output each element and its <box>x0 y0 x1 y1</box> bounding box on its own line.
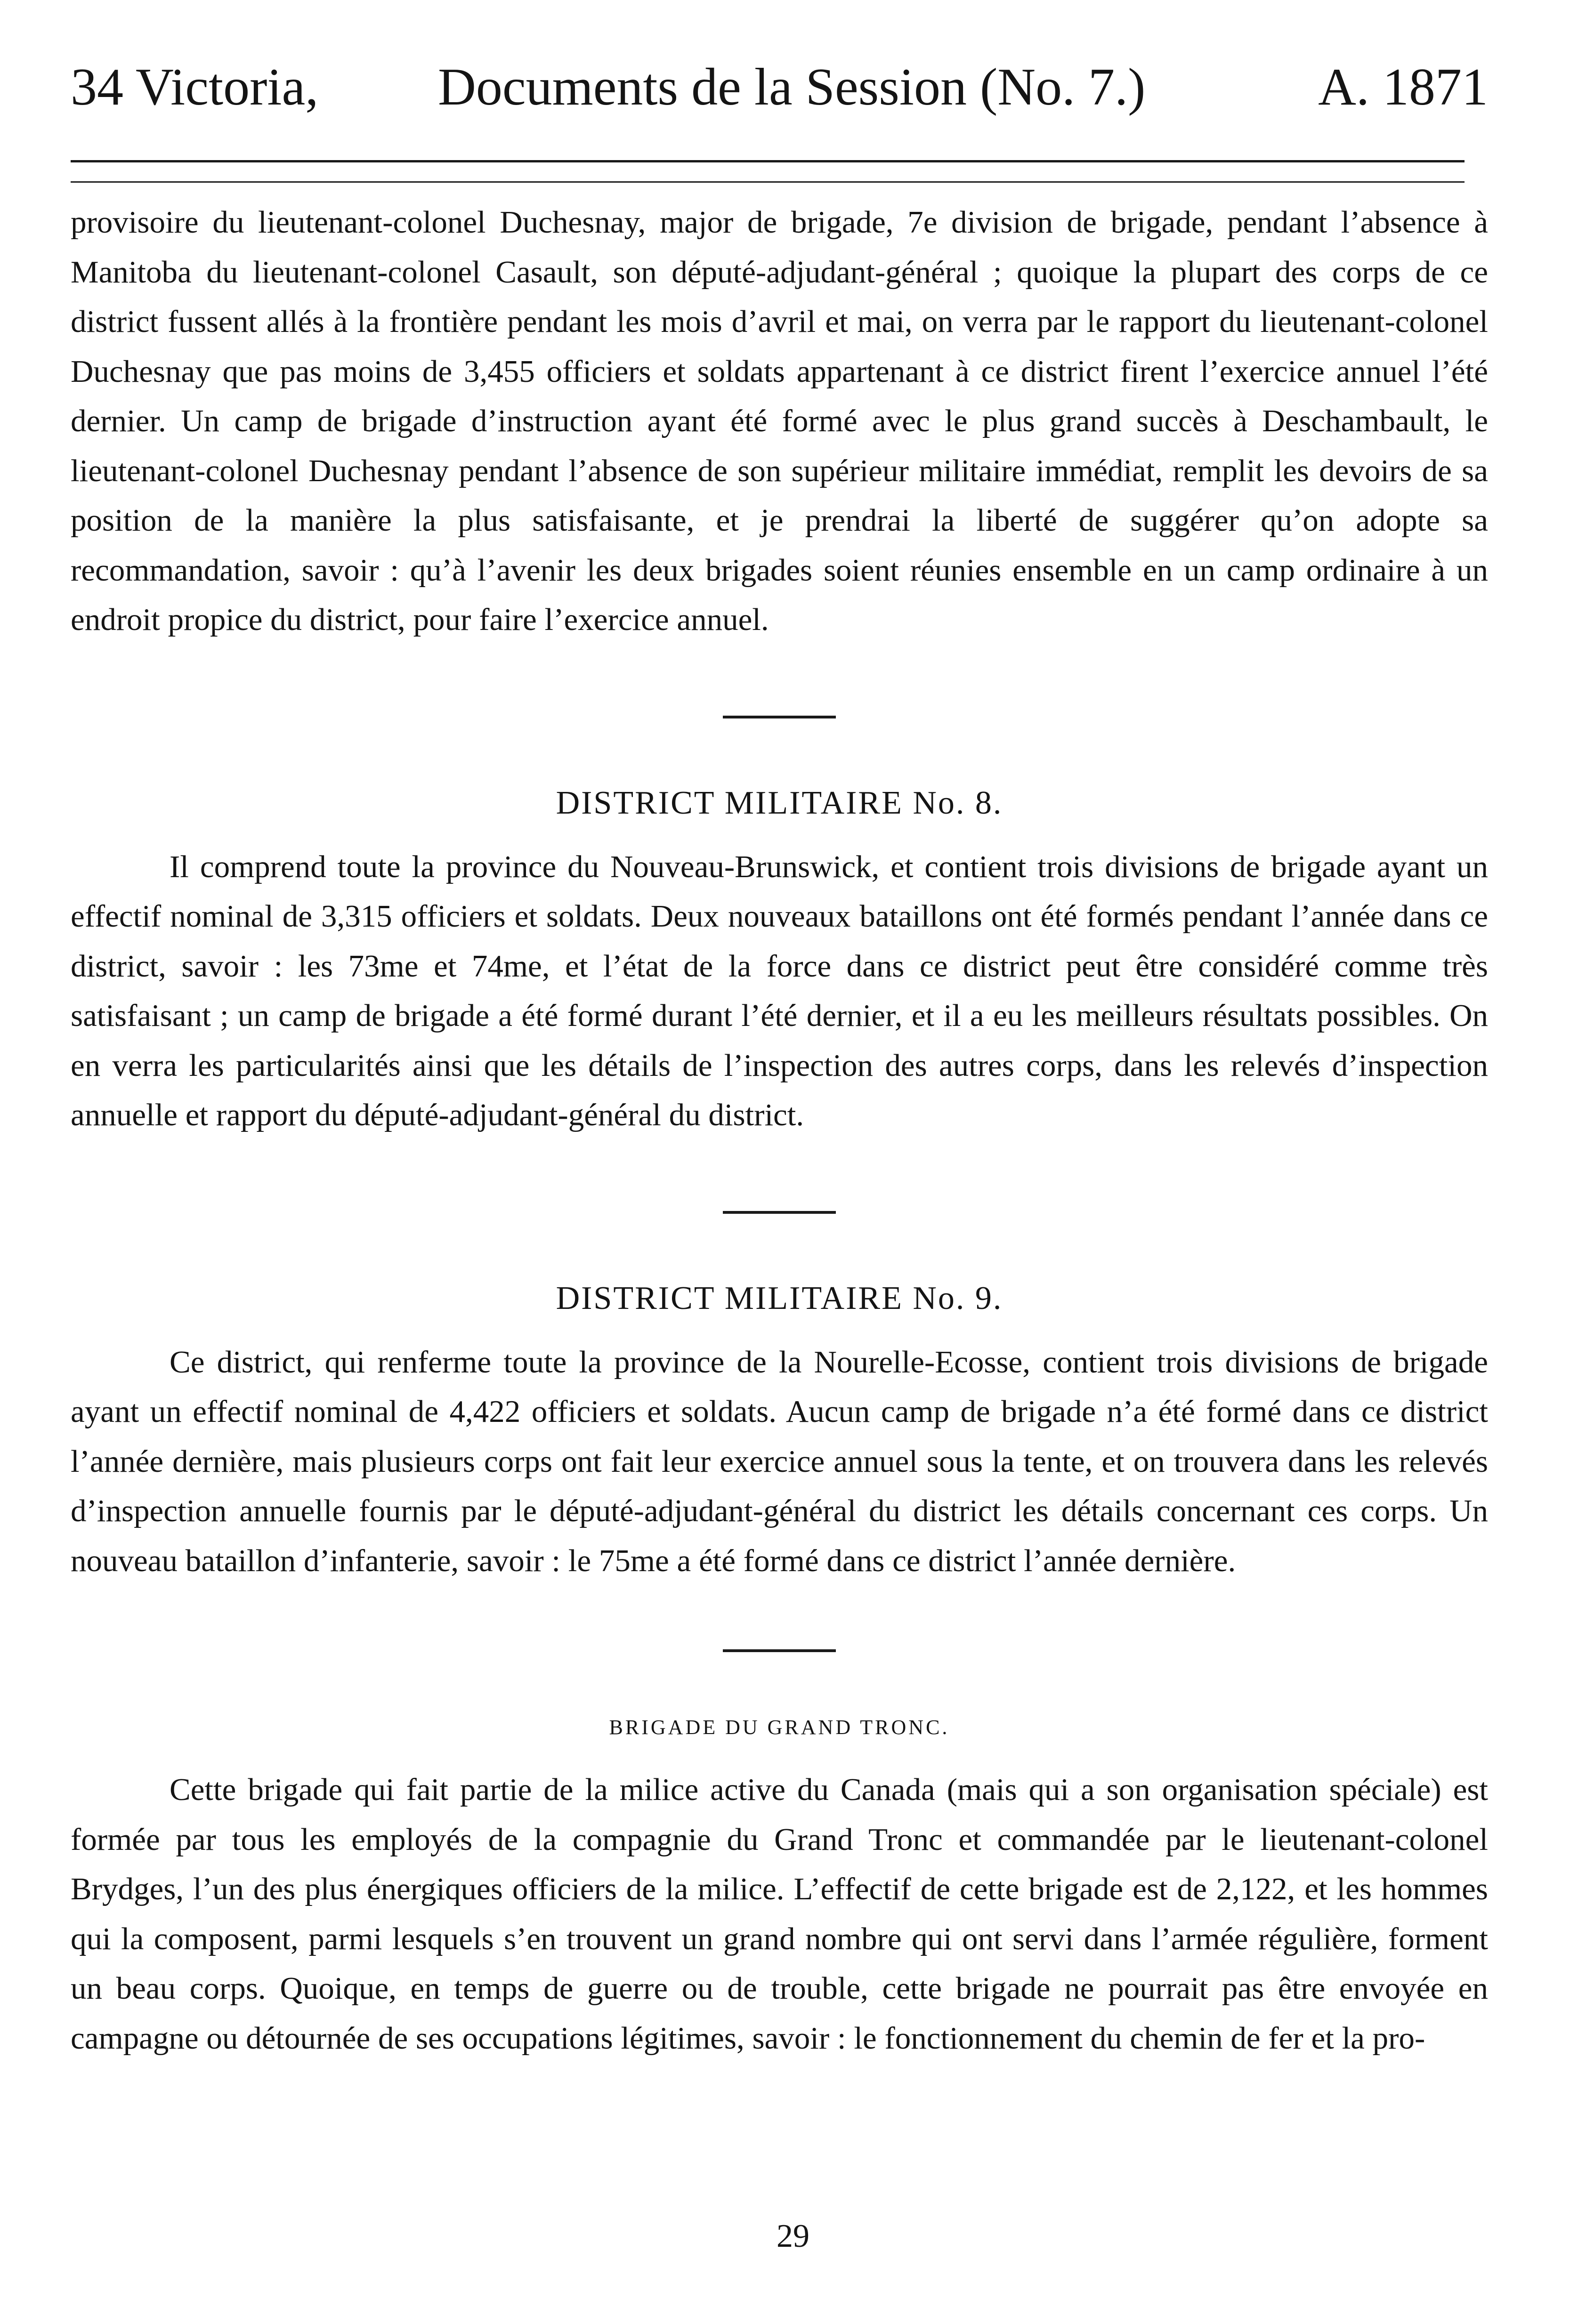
section-divider <box>723 1649 836 1652</box>
grand-tronc-heading: BRIGADE DU GRAND TRONC. <box>609 1716 950 1739</box>
header-year: A. 1871 <box>1318 58 1488 116</box>
grand-tronc-paragraph: Cette brigade qui fait partie de la milice active du Canada (mais qui a son organisation spéciale) est formée par tous les employés de la compagnie du Grand Tronc et commandée par le lieutenant-colonel Brydges, l’un des plus énergiques officiers de la milice. L’effectif de cette brigade est de 2,122, et les hommes qui la composent, parmi lesquels s’en trouvent un grand nombre qui ont servi dans l’armée régulière, forment un beau corps. Quoique, en temps de guerre ou de trouble, cette brigade ne pourrait pas être envoyée en campagne ou détournée de ses occupations légitimes, savoir : le fonctionnement du chemin de fer et la pro- <box>71 1772 1488 2056</box>
header-rule-thin <box>71 181 1465 183</box>
page-body <box>71 198 1488 2063</box>
district-9-heading: DISTRICT MILITAIRE No. 9. <box>556 1280 1003 1316</box>
district-8-heading: DISTRICT MILITAIRE No. 8. <box>556 784 1003 821</box>
intro-paragraph: provisoire du lieutenant-colonel Duchesnay, major de brigade, 7e division de brigade, pendant l’absence à Manitoba du lieutenant-colonel Casault, son député-adjudant-général ; quoique la plupart des corps de ce district fussent allés à la frontière pendant les mois d’avril et mai, on verra par le rapport du lieutenant-colonel Duchesnay que pas moins de 3,455 officiers et soldats appartenant à ce district firent l’exercice annuel l’été dernier. Un camp de brigade d’instruction ayant été formé avec le plus grand succès à Deschambault, le lieutenant-colonel Duchesnay pendant l’absence de son supérieur militaire immédiat, remplit les devoirs de sa position de la manière la plus satisfaisante, et je prendrai la liberté de suggérer qu’on adopte sa recommandation, savoir : qu’à l’avenir les deux brigades soient réunies ensemble en un camp ordinaire à un endroit propice du district, pour faire l’exercice annuel. <box>71 205 1488 637</box>
header-session-year: 34 Victoria, <box>71 58 319 116</box>
section-divider <box>723 1211 836 1214</box>
header-rule-thick <box>71 160 1465 162</box>
district-9-paragraph: Ce district, qui renferme toute la province de la Nourelle-Ecosse, contient trois divisions de brigade ayant un effectif nominal de 4,422 officiers et soldats. Aucun camp de brigade n’a été formé dans ce district l’année dernière, mais plusieurs corps ont fait leur exercice annuel sous la tente, et on trouvera dans les relevés d’inspection annuelle fournis par le député-adjudant-général du district les détails concernant ces corps. Un nouveau bataillon d’infanterie, savoir : le 75me a été formé dans ce district l’année dernière. <box>71 1344 1488 1578</box>
district-8-paragraph: Il comprend toute la province du Nouveau-Brunswick, et contient trois divisions de brigade ayant un effectif nominal de 3,315 officiers et soldats. Deux nouveaux bataillons ont été formés pendant l’année dans ce district, savoir : les 73me et 74me, et l’état de la force dans ce district peut être considéré comme très satisfaisant ; un camp de brigade a été formé durant l’été dernier, et il a eu les meilleurs résultats possibles. On en verra les particularités ainsi que les détails de l’inspection des autres corps, dans les relevés d’inspection annuelle et rapport du député-adjudant-général du district. <box>71 849 1488 1132</box>
section-divider <box>723 716 836 718</box>
header-document-title: Documents de la Session (No. 7.) <box>438 58 1146 116</box>
page-number: 29 <box>777 2218 809 2254</box>
page-header <box>71 49 1488 125</box>
